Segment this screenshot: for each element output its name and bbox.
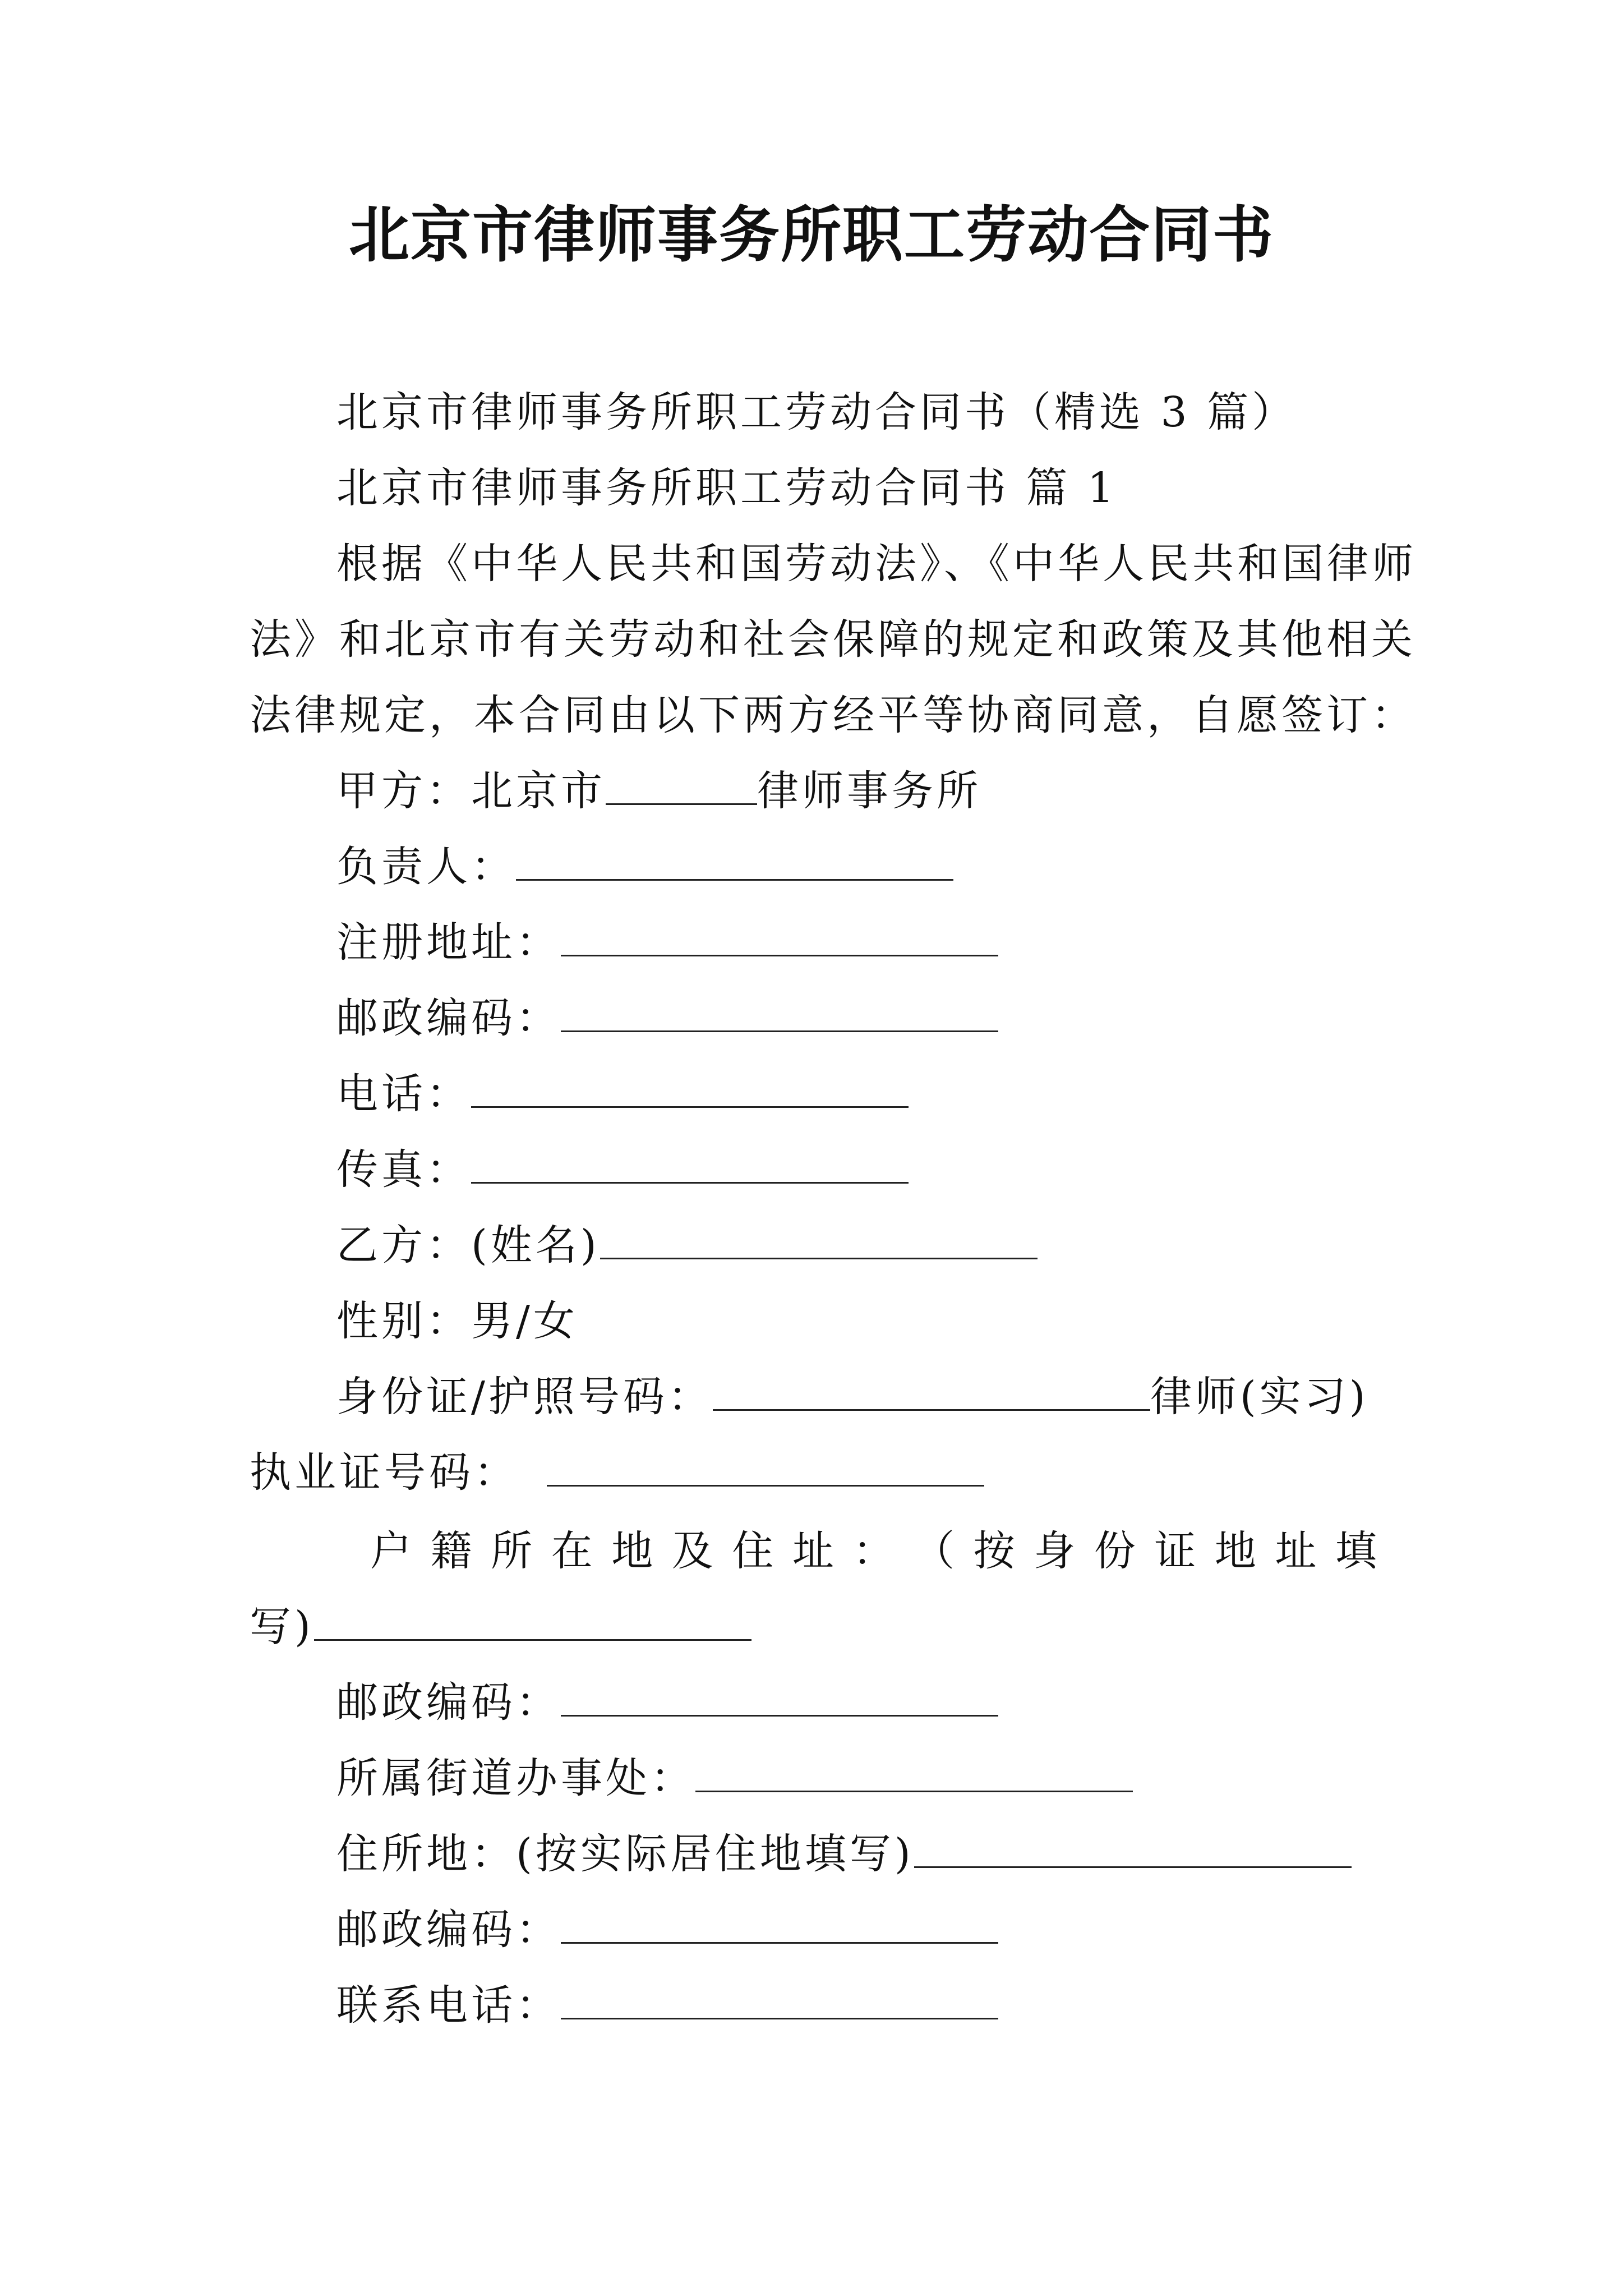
household-line-2	[250, 1596, 751, 1658]
postcode-blank[interactable]	[561, 1903, 998, 1944]
paragraph-line: 根据《中华人民共和国劳动法》、《中华人民共和国律师	[336, 540, 1417, 588]
party-a-prefix: 甲方：北京市	[336, 767, 606, 815]
postcode-line-2	[336, 1672, 998, 1733]
residence-blank[interactable]	[914, 1827, 1352, 1868]
gender-line: 性别：男/女	[336, 1297, 578, 1345]
chapter-heading: 北京市律师事务所职工劳动合同书 篇 1	[336, 464, 1118, 512]
household-char: 及	[671, 1527, 713, 1575]
residence-label: 住所地：(按实际居住地填写)	[336, 1830, 914, 1878]
household-char: 籍	[430, 1527, 472, 1575]
household-char: 证	[1154, 1527, 1196, 1575]
party-a-name-blank[interactable]	[606, 764, 757, 805]
responsible-blank[interactable]	[516, 840, 953, 881]
postcode-blank[interactable]	[561, 1676, 998, 1717]
street-office-label: 所属街道办事处：	[336, 1754, 695, 1802]
household-char: 住	[732, 1527, 774, 1575]
street-office-line	[336, 1747, 1133, 1809]
postcode-blank[interactable]	[561, 991, 998, 1032]
contact-phone-line	[336, 1975, 998, 2036]
household-char: （	[913, 1527, 955, 1575]
party-b-label: 乙方：(姓名)	[336, 1221, 600, 1269]
household-char: 地	[611, 1527, 653, 1575]
fax-blank[interactable]	[471, 1143, 909, 1184]
id-line	[336, 1366, 1369, 1428]
party-b-blank[interactable]	[600, 1218, 1038, 1259]
household-char: 份	[1094, 1527, 1136, 1575]
household-label-end: 写)	[250, 1603, 314, 1651]
contact-phone-label: 联系电话：	[336, 1981, 561, 2030]
residence-line	[336, 1823, 1352, 1885]
street-office-blank[interactable]	[695, 1751, 1133, 1792]
household-char: 填	[1335, 1527, 1377, 1575]
phone-label: 电话：	[336, 1070, 471, 1118]
household-char: 所	[491, 1527, 533, 1575]
phone-blank[interactable]	[471, 1067, 909, 1108]
subtitle-line: 北京市律师事务所职工劳动合同书（精选 3 篇）	[336, 388, 1297, 436]
fax-line	[336, 1139, 909, 1200]
reg-address-label: 注册地址：	[336, 918, 561, 967]
postcode-label: 邮政编码：	[336, 1678, 561, 1727]
phone-line	[336, 1063, 909, 1125]
household-char: ：	[852, 1527, 895, 1575]
paragraph-line: 法》和北京市有关劳动和社会保障的规定和政策及其他相关	[250, 615, 1416, 664]
household-char: 址	[1275, 1527, 1317, 1575]
postcode-label: 邮政编码：	[336, 994, 561, 1042]
responsible-label: 负责人：	[336, 843, 516, 891]
party-a-suffix: 律师事务所	[757, 767, 981, 815]
license-line	[250, 1442, 984, 1503]
household-char: 户	[370, 1527, 412, 1575]
lawyer-label: 律师(实习)	[1150, 1373, 1369, 1421]
household-char: 址	[792, 1527, 834, 1575]
postcode-line-3	[336, 1899, 998, 1961]
document-title: 北京市律师事务所职工劳动合同书	[348, 200, 1274, 270]
household-char: 在	[551, 1527, 593, 1575]
household-char: 按	[973, 1527, 1015, 1575]
postcode-line	[336, 987, 998, 1049]
paragraph-line: 法律规定，本合同由以下两方经平等协商同意，自愿签订：	[250, 691, 1416, 739]
household-blank[interactable]	[314, 1600, 751, 1641]
reg-address-line	[336, 912, 998, 973]
party-b-line	[336, 1214, 1038, 1276]
postcode-label: 邮政编码：	[336, 1906, 561, 1954]
contact-phone-blank[interactable]	[561, 1978, 998, 2019]
license-blank[interactable]	[547, 1446, 984, 1487]
party-a-line	[336, 760, 981, 822]
responsible-line	[336, 836, 953, 898]
household-char: 地	[1214, 1527, 1256, 1575]
license-label: 执业证号码：	[250, 1448, 519, 1497]
id-label: 身份证/护照号码：	[336, 1373, 713, 1421]
reg-address-blank[interactable]	[561, 915, 998, 956]
id-blank[interactable]	[713, 1370, 1150, 1411]
household-line	[370, 1520, 1377, 1582]
fax-label: 传真：	[336, 1145, 471, 1194]
household-char: 身	[1034, 1527, 1076, 1575]
